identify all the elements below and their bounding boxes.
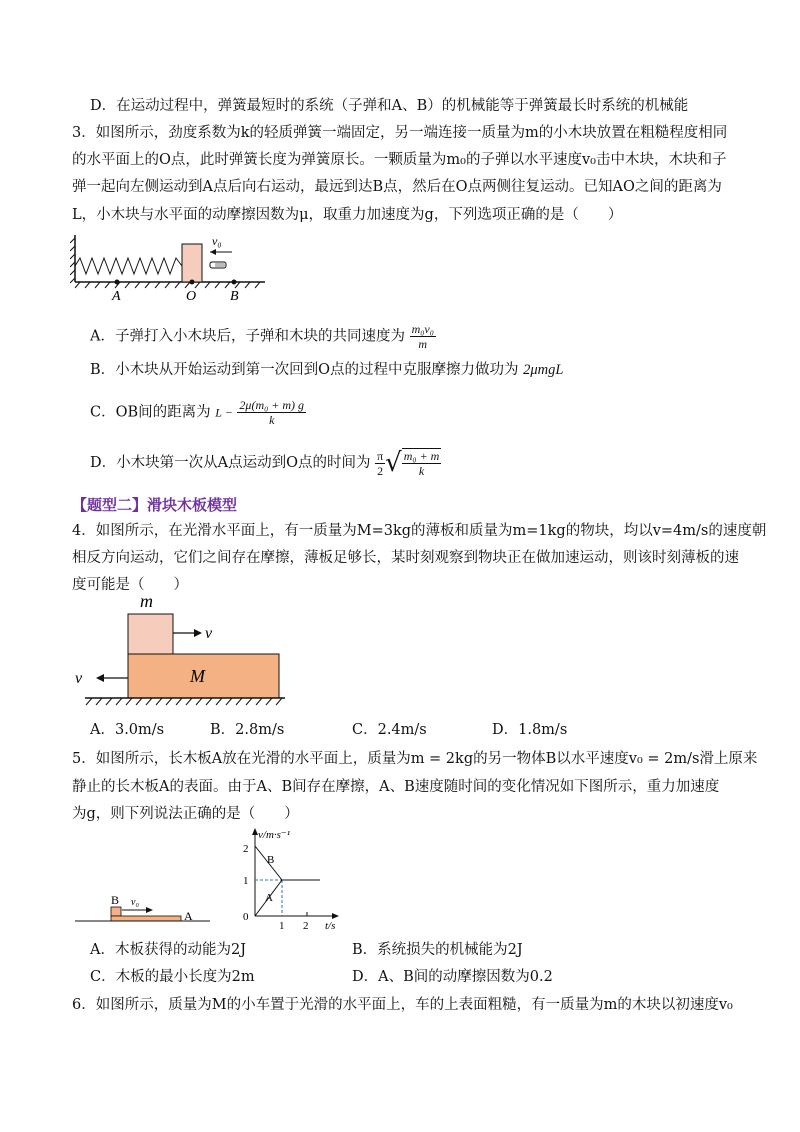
- q5-line-1: 5．如图所示，长木板A放在光滑的水平面上，质量为m = 2kg的另一物体B以水平速度v₀ = 2m/s滑上原来: [72, 751, 758, 767]
- section-heading: 【题型二】滑块木板模型: [72, 496, 238, 514]
- q3-line-1: 3．如图所示，劲度系数为k的轻质弹簧一端固定，另一端连接一质量为m的小木块放置在粗糙程度相同: [72, 125, 728, 141]
- q3-option-c-pre: L −: [215, 405, 233, 420]
- q4-option-c[interactable]: C．2.4m/s: [352, 722, 427, 738]
- q3-option-a-fraction: $\frac{\text{m₀v₀}}{m}$: [411, 322, 434, 351]
- q5-option-a[interactable]: A．木板获得的动能为2J: [90, 942, 247, 958]
- fig-label-big-m: M: [190, 666, 205, 686]
- q3-line-3: 弹一起向左侧运动到A点后向右运动，最远到达B点，然后在O点两侧往复运动。已知AO之间的距离为: [72, 179, 722, 195]
- fig5-label-v0: v₀: [131, 897, 139, 908]
- q3-option-d[interactable]: D．小木块第一次从A点运动到O点的时间为 $\frac{\pi}{2}$ √ $\frac{\text{m₀ + m}}{k}$: [90, 448, 440, 478]
- q3-option-b-expr: 2μmgL: [523, 362, 564, 378]
- q3-option-d-text: D．小木块第一次从A点运动到O点的时间为: [90, 455, 371, 471]
- graph-y-label: v/m·s⁻¹: [258, 829, 291, 841]
- q5-line-3: 为g，则下列说法正确的是（ ）: [72, 806, 299, 822]
- q4-option-d[interactable]: D．1.8m/s: [492, 722, 568, 738]
- q5-option-c[interactable]: C．木板的最小长度为2m: [90, 969, 255, 985]
- graph-x-label: t/s: [325, 920, 336, 932]
- q3-option-a[interactable]: [90, 322, 436, 351]
- q4-option-a[interactable]: A．3.0m/s: [90, 722, 165, 738]
- graph-tick-y2: 2: [243, 843, 249, 855]
- graph-tick-x2: 2: [303, 920, 309, 932]
- fig-label-m: m: [140, 591, 153, 611]
- q5-option-b[interactable]: B．系统损失的机械能为2J: [352, 942, 523, 958]
- q3-option-c-text: C．OB间的距离为: [90, 404, 211, 421]
- q6-line-1: 6．如图所示，质量为M的小车置于光滑的水平面上，车的上表面粗糙，有一质量为m的木块以初速度v₀: [72, 997, 733, 1013]
- fig-point-a: A: [112, 289, 121, 304]
- graph-label-a: A: [265, 892, 273, 904]
- q2-option-d: D．在运动过程中，弹簧最短时的系统（子弹和A、B）的机械能等于弹簧最长时系统的机械能: [90, 98, 689, 114]
- fig-label-v-right: v: [205, 625, 213, 642]
- plank-block-figure: [70, 590, 320, 715]
- q3-line-2: 的水平面上的O点，此时弹簧长度为弹簧原长。一颗质量为m₀的子弹以水平速度v₀击中木块，木块和子: [72, 152, 727, 168]
- q4-line-3: 度可能是（ ）: [72, 577, 188, 593]
- fig5-label-b: B: [111, 893, 120, 907]
- q3-option-d-pi-frac: $\frac{\pi}{2}$: [377, 448, 384, 478]
- graph-label-b: B: [267, 854, 275, 866]
- q4-option-b[interactable]: B．2.8m/s: [210, 722, 285, 738]
- q3-option-b-text: B．小木块从开始运动到第一次回到O点的过程中克服摩擦力做功为: [90, 362, 519, 378]
- fig-label-v-left: v: [75, 670, 83, 687]
- fig5-label-a: A: [184, 909, 193, 923]
- board-block-figure: [75, 890, 210, 930]
- q5-line-2: 静止的长木板A的表面。由于A、B间存在摩擦，A、B速度随时间的变化情况如下图所示，重力加速度: [72, 779, 720, 795]
- spring-block-figure: [70, 230, 270, 305]
- q3-option-b[interactable]: [90, 360, 563, 380]
- graph-tick-y1: 1: [243, 875, 249, 887]
- q4-line-1: 4．如图所示，在光滑水平面上，有一质量为M=3kg的薄板和质量为m=1kg的物块，均以v=4m/s的速度朝: [72, 523, 767, 539]
- fig-point-o: O: [186, 289, 197, 304]
- q3-line-4: L，小木块与水平面的动摩擦因数为μ，取重力加速度为g，下列选项正确的是（ ）: [72, 207, 623, 223]
- q3-option-d-root-frac: $\frac{\text{m₀ + m}}{k}$: [403, 449, 440, 478]
- q5-option-d[interactable]: D．A、B间的动摩擦因数为0.2: [352, 969, 553, 985]
- q3-option-c[interactable]: [90, 398, 306, 427]
- q3-option-c-fraction: $\frac{\text{2μ(m₀ + m) g}}{k}$: [239, 398, 305, 427]
- graph-tick-x1: 1: [279, 920, 285, 932]
- q4-line-2: 相反方向运动，它们之间存在摩擦，薄板足够长，某时刻观察到物块正在做加速运动，则该时刻薄板的速: [72, 550, 739, 566]
- graph-origin: 0: [243, 911, 249, 923]
- fig-point-b: B: [230, 289, 239, 304]
- fig-v0-label: v₀: [212, 234, 222, 248]
- q3-option-a-text: A．子弹打入小木块后，子弹和木块的共同速度为: [90, 328, 405, 345]
- velocity-time-graph: [240, 826, 360, 932]
